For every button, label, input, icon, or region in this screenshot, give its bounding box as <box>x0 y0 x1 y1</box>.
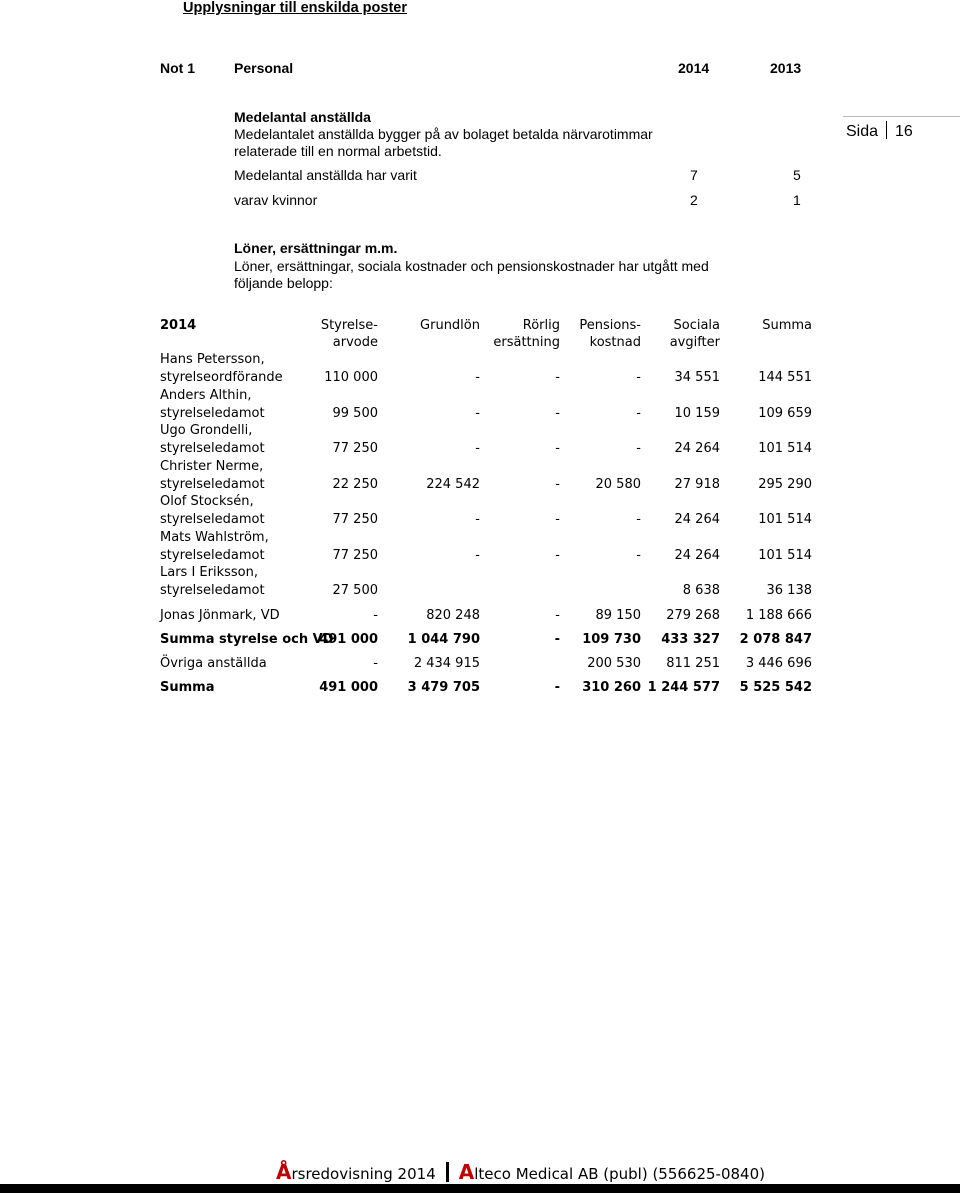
cell-total: 2 078 847 <box>739 632 812 647</box>
cell-board-fee: 110 000 <box>324 370 378 385</box>
cell-social-fees: 279 268 <box>666 608 720 623</box>
board-member-role: styrelseledamot <box>160 476 265 492</box>
board-member-role: styrelseledamot <box>160 512 265 527</box>
cell-base-salary: - <box>475 547 480 563</box>
header-pension-cost-line2: kostnad <box>589 335 641 350</box>
cell-social-fees: 10 159 <box>674 405 720 421</box>
header-total-line1: Summa <box>762 318 812 333</box>
cell-variable-pay: - <box>555 441 560 456</box>
year-2014-header: 2014 <box>678 60 710 76</box>
footer-bar <box>0 1184 960 1193</box>
cell-social-fees: 433 327 <box>661 632 720 647</box>
header-pension-cost-line1: Pensions- <box>579 318 641 333</box>
cell-base-salary: - <box>475 512 480 527</box>
table-year-label: 2014 <box>160 318 197 333</box>
cell-pension-cost: - <box>636 547 641 563</box>
cell-social-fees: 8 638 <box>682 583 720 598</box>
cell-base-salary: - <box>475 405 480 421</box>
footer-separator <box>446 1162 449 1182</box>
board-member-role: styrelseledamot <box>160 405 265 421</box>
employees-row-label: Medelantal anställda har varit <box>234 167 417 183</box>
cell-social-fees: 24 264 <box>674 547 720 563</box>
employees-row-2013: 1 <box>793 192 801 208</box>
page-number-value: 16 <box>895 123 913 140</box>
page-separator <box>886 121 887 139</box>
board-member-name: Ugo Grondelli, <box>160 423 253 438</box>
cell-pension-cost: - <box>636 512 641 527</box>
employees-desc-line2: relaterade till en normal arbetstid. <box>234 143 442 159</box>
cell-total: 101 514 <box>758 547 812 563</box>
cell-base-salary: 2 434 915 <box>413 656 480 671</box>
header-board-fee-line2: arvode <box>332 335 378 350</box>
board-member-role: styrelseledamot <box>160 547 265 563</box>
employees-heading: Medelantal anställda <box>234 109 371 125</box>
cell-board-fee: - <box>373 656 378 671</box>
header-variable-pay-line2: ersättning <box>493 335 560 350</box>
cell-variable-pay: - <box>554 680 560 695</box>
cell-variable-pay: - <box>555 405 560 421</box>
cell-board-fee: 22 250 <box>332 476 378 492</box>
board-member-role: styrelseordförande <box>160 370 283 385</box>
cell-board-fee: 77 250 <box>332 547 378 563</box>
board-member-role: styrelseledamot <box>160 583 265 598</box>
page-label: Sida <box>846 123 879 140</box>
cell-total: 144 551 <box>758 370 812 385</box>
employees-row-label: varav kvinnor <box>234 192 318 208</box>
board-member-name: Lars I Eriksson, <box>160 565 258 580</box>
cell-base-salary: - <box>475 441 480 456</box>
cell-pension-cost: - <box>636 405 641 421</box>
salaries-desc-line2: följande belopp: <box>234 275 333 291</box>
page-number-rule <box>843 116 960 117</box>
board-member-name: Hans Petersson, <box>160 352 265 367</box>
cell-variable-pay: - <box>555 512 560 527</box>
footer-initial-2: A <box>458 1160 475 1184</box>
cell-board-fee: 77 250 <box>332 512 378 527</box>
cell-variable-pay: - <box>554 632 560 647</box>
cell-total: 3 446 696 <box>745 656 812 671</box>
board-member-role: styrelseledamot <box>160 441 265 456</box>
employees-desc-line1: Medelantalet anställda bygger på av bolaget betalda närvarotimmar <box>234 126 653 142</box>
cell-base-salary: 3 479 705 <box>407 680 480 695</box>
header-social-fees-line1: Sociala <box>673 318 720 333</box>
cell-total: 1 188 666 <box>745 608 812 623</box>
board-member-name: Olof Stocksén, <box>160 494 254 509</box>
cell-board-fee: 491 000 <box>319 680 378 695</box>
cell-base-salary: - <box>475 370 480 385</box>
footer-text-1: rsredovisning 2014 <box>291 1165 436 1183</box>
employees-row-2013: 5 <box>793 167 801 183</box>
cell-board-fee: 77 250 <box>332 441 378 456</box>
cell-pension-cost: - <box>636 370 641 385</box>
cell-variable-pay: - <box>555 370 560 385</box>
board-member-name: Christer Nerme, <box>160 458 264 474</box>
cell-social-fees: 34 551 <box>674 370 720 385</box>
cell-variable-pay: - <box>555 608 560 623</box>
cell-board-fee: - <box>373 608 378 623</box>
board-member-name: Anders Althin, <box>160 387 252 403</box>
cell-total: 109 659 <box>758 405 812 421</box>
header-social-fees-line2: avgifter <box>669 335 720 350</box>
cell-social-fees: 811 251 <box>666 656 720 671</box>
cell-variable-pay: - <box>555 547 560 563</box>
board-member-name: Mats Wahlström, <box>160 529 269 545</box>
summary-row-label: Summa styrelse och VD <box>160 632 334 647</box>
cell-social-fees: 24 264 <box>674 512 720 527</box>
note-label: Not 1 <box>160 60 195 76</box>
cell-total: 101 514 <box>758 512 812 527</box>
summary-row-label: Övriga anställda <box>160 656 267 671</box>
header-board-fee-line1: Styrelse- <box>320 318 378 333</box>
cell-pension-cost: 20 580 <box>595 476 641 492</box>
employees-row-2014: 7 <box>690 167 698 183</box>
cell-social-fees: 24 264 <box>674 441 720 456</box>
cell-board-fee: 27 500 <box>332 583 378 598</box>
section-title: Upplysningar till enskilda poster <box>183 0 407 16</box>
cell-pension-cost: - <box>636 441 641 456</box>
cell-total: 36 138 <box>766 583 812 598</box>
summary-row-label: Summa <box>160 680 215 695</box>
cell-pension-cost: 109 730 <box>582 632 641 647</box>
salaries-desc-line1: Löner, ersättningar, sociala kostnader och pensionskostnader har utgått med <box>234 258 709 274</box>
cell-total: 295 290 <box>758 476 812 492</box>
cell-social-fees: 27 918 <box>674 476 720 492</box>
salaries-heading: Löner, ersättningar m.m. <box>234 240 398 256</box>
cell-social-fees: 1 244 577 <box>647 680 720 695</box>
footer <box>276 1160 765 1184</box>
cell-variable-pay: - <box>555 476 560 492</box>
cell-pension-cost: 89 150 <box>595 608 641 623</box>
cell-pension-cost: 310 260 <box>582 680 641 695</box>
year-2013-header: 2013 <box>770 60 802 76</box>
cell-total: 101 514 <box>758 441 812 456</box>
cell-board-fee: 99 500 <box>332 405 378 421</box>
summary-row-label: Jonas Jönmark, VD <box>160 608 280 623</box>
footer-text-2: lteco Medical AB (publ) (556625-0840) <box>474 1165 765 1183</box>
page-number <box>846 121 913 141</box>
cell-total: 5 525 542 <box>739 680 812 695</box>
cell-base-salary: 1 044 790 <box>407 632 480 647</box>
employees-row-2014: 2 <box>690 192 698 208</box>
note-title: Personal <box>234 60 294 76</box>
cell-base-salary: 820 248 <box>426 608 480 623</box>
header-base-salary-line1: Grundlön <box>420 318 480 333</box>
header-variable-pay-line1: Rörlig <box>522 318 560 333</box>
footer-initial-1: Å <box>276 1160 292 1184</box>
cell-board-fee: 491 000 <box>319 632 378 647</box>
cell-base-salary: 224 542 <box>426 476 480 492</box>
cell-pension-cost: 200 530 <box>587 656 641 671</box>
